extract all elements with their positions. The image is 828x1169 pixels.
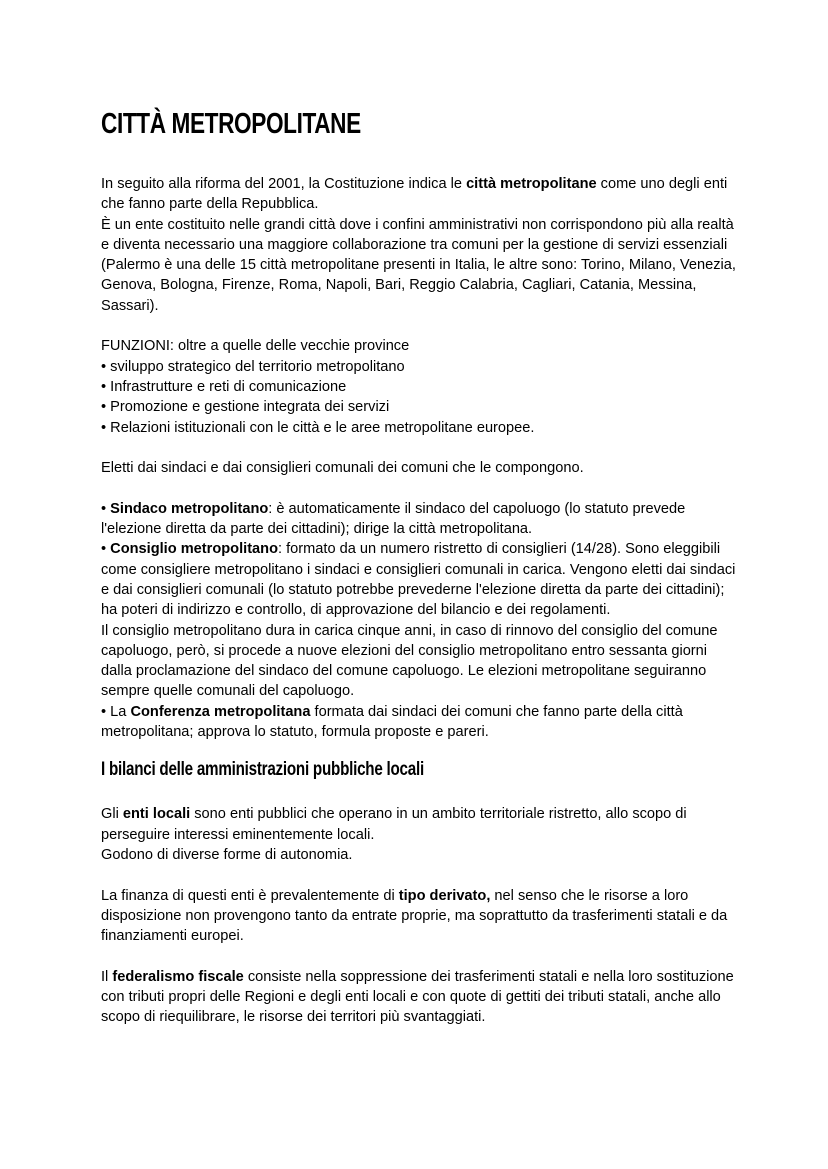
- federalismo-pre: Il: [101, 968, 113, 985]
- consiglio-term: Consiglio metropolitano: [110, 541, 278, 558]
- document-page: [101, 108, 741, 1028]
- sindaco-paragraph: [101, 499, 741, 540]
- conferenza-text: formata dai sindaci dei comuni che fanno parte della città metropolitana; approva lo statuto, formula proposte e pareri.: [101, 703, 683, 741]
- page-title: CITTÀ METROPOLITANE: [101, 108, 361, 140]
- consiglio-text: : formato da un numero ristretto di consiglieri (14/28). Sono eleggibili come consigliere metropolitano i sindaci e consiglieri comunali in carica. Vengono eletti dai sindaci e dai consiglieri comunali (lo statuto potrebbe prevederne l'elezione diretta da parte dei cittadini); ha poteri di indirizzo e controllo, di approvazione del bilancio e dei regolamenti.: [101, 541, 736, 619]
- funzioni-heading: FUNZIONI: oltre a quelle delle vecchie province: [101, 338, 410, 355]
- sindaco-text: : è automaticamente il sindaco del capoluogo (lo statuto prevede l'elezione diretta da parte dei cittadini); dirige la città metropolitana.: [101, 500, 686, 538]
- finanza-text: nel senso che le risorse a loro disposizione non provengono tanto da entrate proprie, ma soprattutto da trasferimenti statali e da finanziamenti europei.: [101, 887, 728, 945]
- sindaco-term: Sindaco metropolitano: [110, 500, 269, 517]
- bullet: •: [101, 541, 111, 558]
- intro-text: In seguito alla riforma del 2001, la Costituzione indica le: [101, 176, 467, 192]
- federalismo-term: federalismo fiscale: [112, 968, 244, 985]
- federalismo-paragraph: [101, 967, 741, 1028]
- conferenza-term: Conferenza metropolitana: [130, 703, 311, 720]
- intro-paragraph: [101, 174, 741, 215]
- consiglio-durata-paragraph: Il consiglio metropolitano dura in carica cinque anni, in caso di rinnovo del consiglio del comune capoluogo, però, si procede a nuove elezioni del consiglio metropolitano entro sessanta giorni dalla proclamazione del sindaco del comune capoluogo. Le elezioni metropolitane seguiranno sempre quelle comunali del capoluogo.: [101, 622, 718, 700]
- enti-locali-paragraph: [101, 804, 741, 845]
- funzioni-item: • Infrastrutture e reti di comunicazione: [101, 378, 347, 395]
- intro-text-end: come uno degli enti che fanno parte della Repubblica.: [101, 176, 728, 213]
- eletti-paragraph: Eletti dai sindaci e dai consiglieri comunali dei comuni che le compongono.: [101, 460, 584, 477]
- conferenza-pre: • La: [101, 703, 131, 720]
- funzioni-item: • sviluppo strategico del territorio metropolitano: [101, 358, 405, 375]
- conferenza-paragraph: [101, 702, 741, 743]
- federalismo-text: consiste nella soppressione dei trasferimenti statali e nella loro sostituzione con tributi propri delle Regioni e degli enti locali e con quote di gettiti dei tributi statali, anche allo scopo di riequilibrare, le risorse dei territori più svantaggiati.: [101, 968, 734, 1026]
- tipo-derivato-term: tipo derivato,: [398, 887, 491, 904]
- autonomia-line: Godono di diverse forme di autonomia.: [101, 846, 353, 863]
- finanza-pre: La finanza di questi enti è prevalentemente di: [101, 887, 399, 904]
- intro-bold-term: città metropolitane: [466, 176, 597, 192]
- enti-pre: Gli: [101, 806, 123, 823]
- intro-ente-paragraph: È un ente costituito nelle grandi città dove i confini amministrativi non corrispondono più alla realtà e diventa necessario una maggiore collaborazione tra comuni per la gestione di servizi essenziali: [101, 216, 734, 253]
- funzioni-item: • Relazioni istituzionali con le città e le aree metropolitane europee.: [101, 419, 535, 436]
- finanza-paragraph: [101, 886, 741, 947]
- bullet: •: [101, 500, 111, 517]
- intro-list-cities: (Palermo è una delle 15 città metropolitane presenti in Italia, le altre sono: Torino, Milano, Venezia, Genova, Bologna, Firenze, Roma, Napoli, Bari, Reggio Calabria, Cagliari, Catania, Messina, Sassari).: [101, 257, 736, 314]
- enti-text: sono enti pubblici che operano in un ambito territoriale ristretto, allo scopo di perseguire interessi eminentemente locali.: [101, 806, 687, 843]
- consiglio-paragraph: [101, 539, 741, 620]
- enti-locali-term: enti locali: [122, 806, 191, 823]
- section-heading-bilanci: I bilanci delle amministrazioni pubbliche locali: [101, 759, 424, 781]
- funzioni-item: • Promozione e gestione integrata dei servizi: [101, 399, 390, 416]
